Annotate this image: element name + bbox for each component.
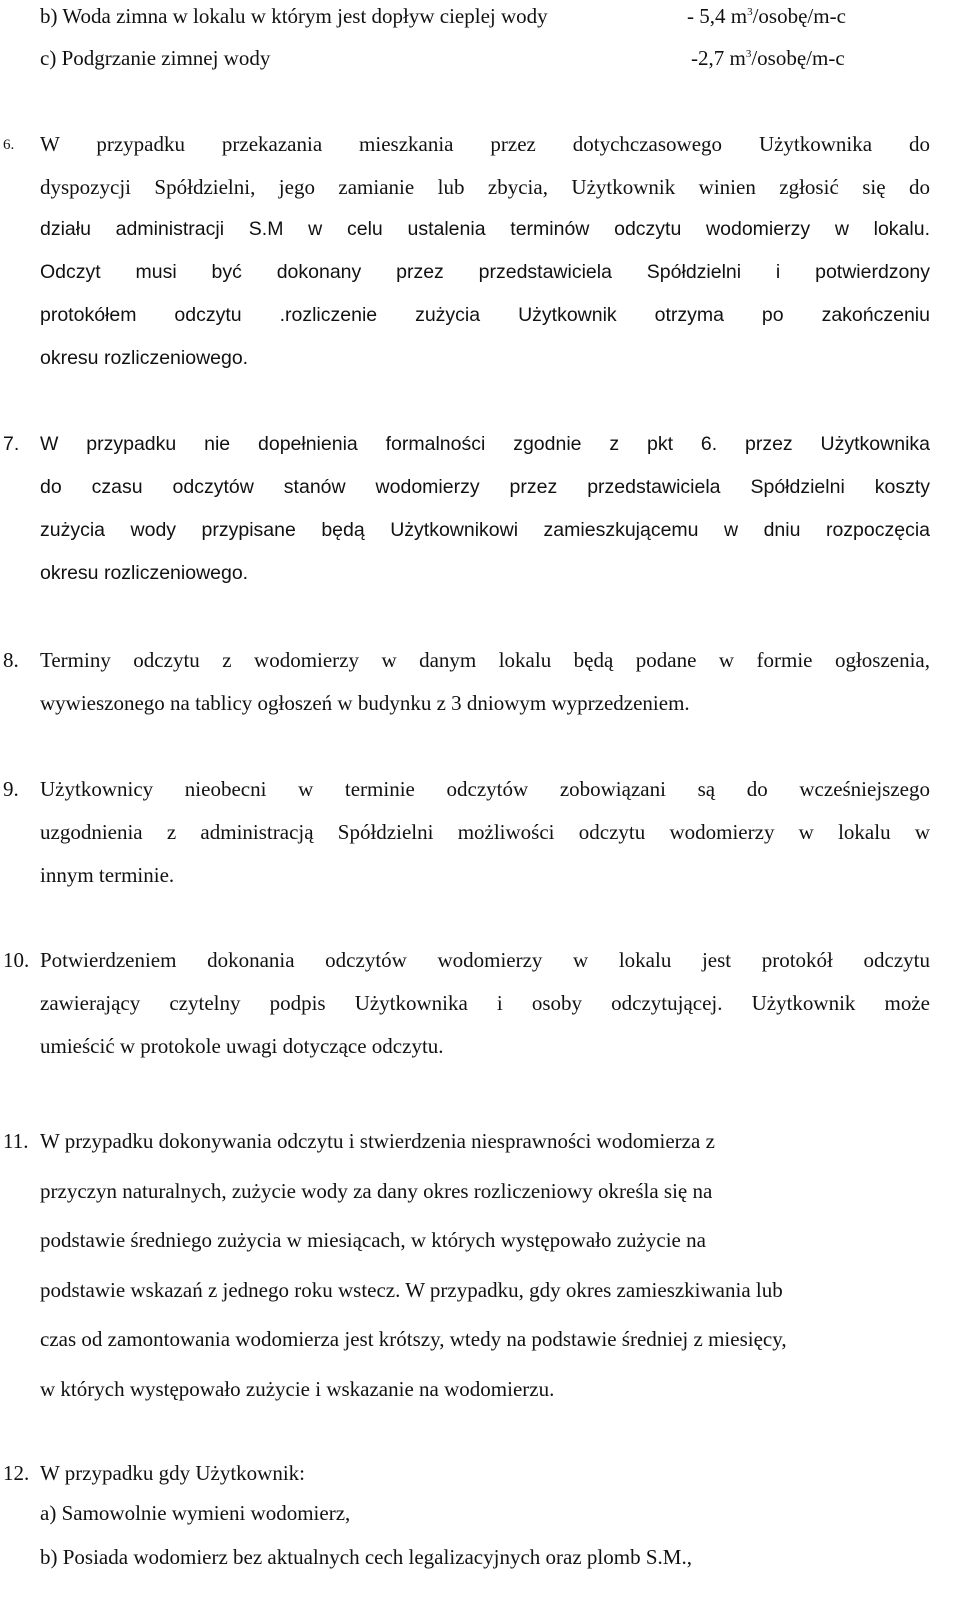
paragraph-10-line-1: Potwierdzeniem dokonania odczytów wodomierzy w lokalu jest protokół odczytu bbox=[40, 950, 930, 972]
paragraph-11-line-3: podstawie średniego zużycia w miesiącach, w których występowało zużycie na bbox=[40, 1228, 706, 1252]
paragraph-7-line-3: zużycia wody przypisane będą Użytkownikowi zamieszkującemu w dniu rozpoczęcia bbox=[40, 521, 930, 541]
paragraph-12-intro: W przypadku gdy Użytkownik: bbox=[40, 1461, 305, 1485]
paragraph-10-line-3: umieścić w protokole uwagi dotyczące odczytu. bbox=[40, 1034, 444, 1058]
paragraph-11-line-5: czas od zamontowania wodomierza jest krótszy, wtedy na podstawie średniej z miesięcy, bbox=[40, 1327, 787, 1351]
paragraph-6-line-2: dyspozycji Spółdzielni, jego zamianie lub zbycia, Użytkownik winien zgłosić się do bbox=[40, 177, 930, 199]
paragraph-7-number: 7. bbox=[3, 433, 20, 455]
paragraph-7-line-4: okresu rozliczeniowego. bbox=[40, 562, 249, 584]
paragraph-7-line-2: do czasu odczytów stanów wodomierzy przez przedstawiciela Spółdzielni koszty bbox=[40, 478, 930, 498]
paragraph-12-number: 12. bbox=[3, 1461, 30, 1485]
paragraph-9-line-1: Użytkownicy nieobecni w terminie odczytów zobowiązani są do wcześniejszego bbox=[40, 779, 930, 801]
paragraph-10-number: 10. bbox=[3, 948, 30, 972]
paragraph-6-number: 6. bbox=[3, 137, 15, 153]
paragraph-9-line-3: innym terminie. bbox=[40, 863, 175, 887]
item-c-value: -2,7 $m^3/osobę/m-c$ bbox=[691, 46, 845, 70]
item-c-label: c) Podgrzanie zimnej wody bbox=[40, 46, 271, 70]
item-b-label: b) Woda zimna w lokalu w którym jest dopływ cieplej wody bbox=[40, 4, 548, 28]
item-b-value: - 5,4 $m^3/osobę/m-c$ bbox=[687, 4, 846, 28]
paragraph-9-number: 9. bbox=[3, 777, 19, 801]
paragraph-11-number: 11. bbox=[3, 1129, 29, 1153]
paragraph-6-line-4: Odczyt musi być dokonany przez przedstawiciela Spółdzielni i potwierdzony bbox=[40, 263, 930, 283]
paragraph-7-line-1: W przypadku nie dopełnienia formalności zgodnie z pkt 6. przez Użytkownika bbox=[40, 435, 930, 455]
paragraph-12-item-a: a) Samowolnie wymieni wodomierz, bbox=[40, 1501, 351, 1525]
paragraph-6-line-5: protokółem odczytu .rozliczenie zużycia Użytkownik otrzyma po zakończeniu bbox=[40, 306, 930, 326]
paragraph-6-line-3: działu administracji S.M w celu ustalenia terminów odczytu wodomierzy w lokalu. bbox=[40, 220, 930, 240]
paragraph-6-line-6: okresu rozliczeniowego. bbox=[40, 347, 249, 369]
paragraph-11-line-6: w których występowało zużycie i wskazanie na wodomierzu. bbox=[40, 1377, 555, 1401]
paragraph-12-item-b: b) Posiada wodomierz bez aktualnych cech legalizacyjnych oraz plomb S.M., bbox=[40, 1545, 692, 1569]
paragraph-8-line-2: wywieszonego na tablicy ogłoszeń w budynku z 3 dniowym wyprzedzeniem. bbox=[40, 691, 690, 715]
paragraph-11-line-1: W przypadku dokonywania odczytu i stwierdzenia niesprawności wodomierza z bbox=[40, 1129, 715, 1153]
paragraph-8-number: 8. bbox=[3, 648, 19, 672]
paragraph-11-line-2: przyczyn naturalnych, zużycie wody za dany okres rozliczeniowy określa się na bbox=[40, 1179, 713, 1203]
paragraph-11-line-4: podstawie wskazań z jednego roku wstecz. W przypadku, gdy okres zamieszkiwania lub bbox=[40, 1278, 783, 1302]
paragraph-9-line-2: uzgodnienia z administracją Spółdzielni możliwości odczytu wodomierzy w lokalu w bbox=[40, 822, 930, 844]
paragraph-6-line-1: W przypadku przekazania mieszkania przez dotychczasowego Użytkownika do bbox=[40, 134, 930, 156]
paragraph-8-line-1: Terminy odczytu z wodomierzy w danym lokalu będą podane w formie ogłoszenia, bbox=[40, 650, 930, 672]
paragraph-10-line-2: zawierający czytelny podpis Użytkownika i osoby odczytującej. Użytkownik może bbox=[40, 993, 930, 1015]
